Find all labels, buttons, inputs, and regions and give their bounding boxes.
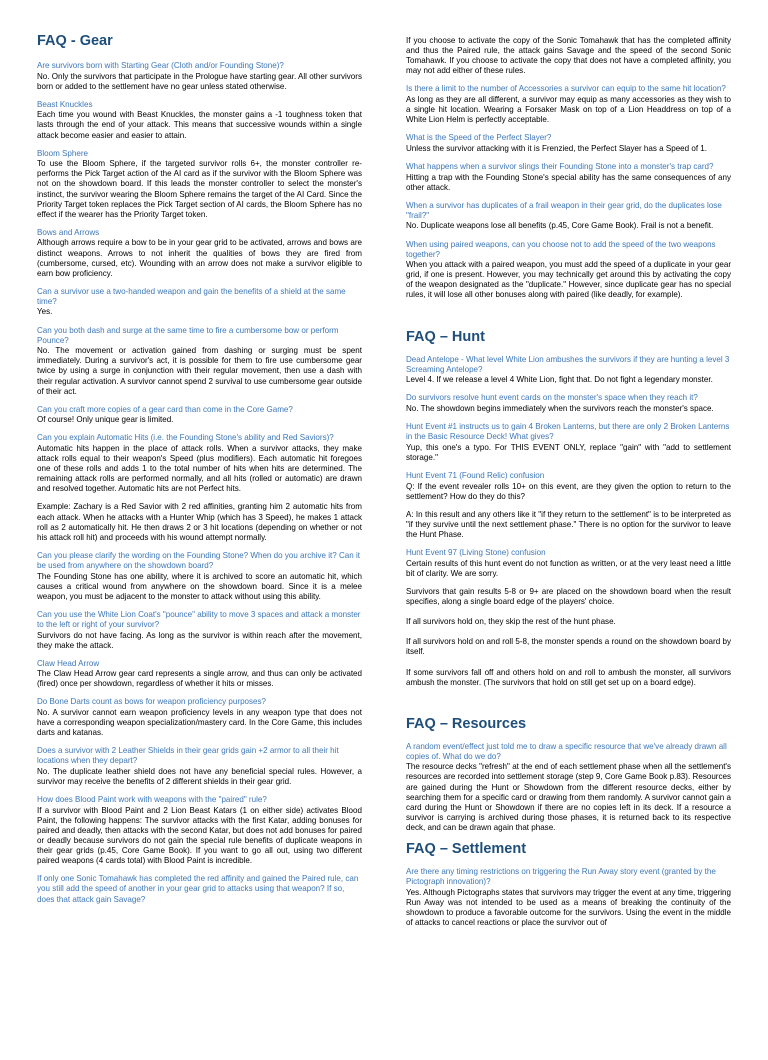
faq-answer: If a survivor with Blood Paint and 2 Lion Beast Katars (1 on either side) activates Blood Paint, the following happens: The survivor attacks with the first Katar, adding bonuses for paired and deadly, then attacks with the second Katar, but does not add bonuses for paired or deadly because survivors do not gain the special rule benefits of duplicate weapons in their gear grids (p.45, Core Game Book). If you want to go all out, using two different paired weapons (4 cards total) with Blood Paint is incredible. — [37, 805, 362, 866]
faq-question: How does Blood Paint work with weapons with the "paired" rule? — [37, 795, 267, 805]
faq-question: Bows and Arrows — [37, 227, 100, 237]
gear-faq-list — [37, 61, 362, 905]
faq-answer: Yup, this one's a typo. For THIS EVENT ONLY, replace "gain" with "add to settlement storage." — [406, 442, 731, 462]
faq-question: Claw Head Arrow — [37, 658, 100, 668]
faq-question: Hunt Event #1 instructs us to gain 4 Broken Lanterns, but there are only 2 Broken Lanterns in the Basic Resource Deck! What gives? — [406, 422, 730, 442]
faq-answer: Yes. Although Pictographs states that survivors may trigger the event at any time, triggering Run Away was not intended to be used as a means of breaking the continuity of the showdown to produce a favorable outcome for the survivors. Using the event in the middle of attacks to cancel reactions or place the survivor out of — [406, 887, 731, 927]
faq-answer: Yes. — [37, 307, 53, 317]
faq-answer: Each time you wound with Beast Knuckles, the monster gains a -1 toughness token that lasts through the end of your attack. This means that successive wounds within a single attack become easier and easier to attain. — [37, 110, 362, 140]
faq-answer: Certain results of this hunt event do not function as written, or at the very least need a little bit of clarity. We are sorry. — [406, 558, 731, 578]
faq-answer: When you attack with a paired weapon, you must add the speed of a duplicate in your gear grid, if one is present. However, you may technically get around this by activating the copy of the weapon designated as the "duplicate." However, since duplicate gear has no special rules, it will lose all other bonuses along with paired (like deadly, for example). — [406, 260, 731, 300]
faq-question: What happens when a survivor slings their Founding Stone into a monster's trap card? — [406, 161, 714, 171]
faq-answer: Hitting a trap with the Founding Stone's special ability has the same consequences of any other attack. — [406, 172, 731, 192]
faq-question: What is the Speed of the Perfect Slayer? — [406, 133, 552, 143]
section-title-gear: FAQ - Gear — [37, 33, 113, 49]
faq-question: Is there a limit to the number of Accessories a survivor can equip to the same hit location? — [406, 84, 726, 94]
gear-faq-list-continued — [406, 84, 731, 300]
faq-question: A random event/effect just told me to draw a specific resource that we've already drawn all copies of. What do we do? — [406, 741, 727, 761]
faq-answer: The Claw Head Arrow gear card represents a single arrow, and thus can only be activated (fired) once per showdown, regardless of whether it hits or misses. — [37, 669, 362, 689]
section-title-hunt: FAQ – Hunt — [406, 328, 485, 345]
faq-question: Dead Antelope - What level White Lion ambushes the survivors if they are hunting a level 3 Screaming Antelope? — [406, 354, 730, 374]
faq-answer: Q: If the event revealer rolls 10+ on this event, are they given the option to return to the settlement? How do they do this? — [406, 481, 731, 501]
hunt-faq-list — [406, 355, 731, 688]
faq-answer: No. The duplicate leather shield does not have any beneficial special rules. However, a survivor may receive the benefits of 2 different shields in their gear grid. — [37, 767, 362, 787]
faq-answer: The Founding Stone has one ability, where it is archived to score an automatic hit, which causes a critical wound from anywhere on the showdown board. Since it is a melee weapon, you must be adjacent to the monster to attack without using this ability. — [37, 571, 362, 601]
resources-faq-list — [406, 742, 731, 833]
faq-question: Are there any timing restrictions on triggering the Run Away story event (granted by the Pictograph innovation)? — [406, 867, 716, 887]
faq-question: When using paired weapons, can you choose not to add the speed of the two weapons together? — [406, 239, 716, 259]
faq-answer: No. The movement or activation gained from dashing or surging must be spent immediately. During a survivor's act, it is possible for them to fire use cumbersome gear twice by using a surge in conjunction with their regular movement, then use a dash with their regular activation. A survivor cannot spend 2 survival to use cumbersome gear outside of their act. — [37, 346, 362, 396]
faq-answer: No. Only the survivors that participate in the Prologue have starting gear. All other survivors born or added to the settlement have no gear unless stated otherwise. — [37, 71, 362, 91]
faq-answer-continued: A: In this result and any others like it "if they return to the settlement" is to be interpreted as "if they survive until the next settlement phase." There is no option for the survivor to leave the Hunt Phase. — [406, 509, 731, 539]
faq-answer: Example: Zachary is a Red Savior with 2 red affinities, granting him 2 automatic hits from each attack. When he attacks with a Hunter Whip (which has 3 Speed), he makes 1 attack roll as 2 automatically hit. He then draws 2 or 3 hit locations (depending on whether or not his attack roll hit) and proceeds with his wound attempt normally. — [37, 502, 362, 542]
faq-answer: No. Duplicate weapons lose all benefits (p.45, Core Game Book). Frail is not a benefit. — [406, 221, 714, 231]
faq-answer: No. The showdown begins immediately when the survivors reach the monster's space. — [406, 403, 714, 413]
faq-answer: Unless the survivor attacking with it is Frenzied, the Perfect Slayer has a Speed of 1. — [406, 143, 708, 153]
faq-answer: The resource decks "refresh" at the end of each settlement phase when all the settlement's resources are recorded into settlement storage (step 9, Core Game Book p.83). Resources are gained during the Hunt or Showdown from the different resource decks, either by searching them for a specific card or drawing from them randomly. A survivor cannot gain a card during the Hunt or Showdown if there are no copies left in its deck. If a resource a survivor is carrying is archived during those phases, it is returned back to its respective deck, and can be drawn again that phase. — [406, 762, 731, 832]
faq-question: Can you both dash and surge at the same time to fire a cumbersome bow or perform Pounce? — [37, 325, 339, 345]
faq-answer: Automatic hits happen in the place of attack rolls. When a survivor attacks, they make attack rolls equal to their weapon's Speed (plus modifiers). Each automatic hit foregoes one of these rolls and adds 1 to the total number of hits when hits are determined. The remaining attack rolls are performed normally, and all hits (rolled or automatic) are drawn and resolved together. Automatic hits are not Perfect hits. — [37, 444, 362, 494]
faq-question: Hunt Event 97 (Living Stone) confusion — [406, 547, 546, 557]
faq-answer: To use the Bloom Sphere, if the targeted survivor rolls 6+, the monster controller re-performs the Pick Target action of the AI card as if the survivor with the Bloom Sphere was not on the showdown board. If this leads the monster controller to select the monster's instinct, the survivor wearing the Bloom Sphere remains the target of the AI Card. Since the Priority Target token replaces the Pick Target section of AI cards, the Bloom Sphere has no effect if the wearer has the Priority Target token. — [37, 159, 362, 219]
faq-answer: Of course! Only unique gear is limited. — [37, 415, 174, 425]
section-title-settlement: FAQ – Settlement — [406, 841, 527, 858]
settlement-faq-list — [406, 867, 731, 928]
faq-question: Can you craft more copies of a gear card than come in the Core Game? — [37, 404, 293, 414]
faq-question: Are survivors born with Starting Gear (Cloth and/or Founding Stone)? — [37, 61, 284, 70]
faq-question: Can you explain Automatic Hits (i.e. the Founding Stone's ability and Red Saviors)? — [37, 433, 334, 443]
faq-answer: Survivors do not have facing. As long as the survivor is within reach after the movement, they make the attack. — [37, 630, 362, 650]
faq-answer: As long as they are all different, a survivor may equip as many accessories as they wish to a single hit location. Wearing a Forsaker Mask on top of a Lion Headdress on top of a White Lion Helm is perfectly acceptable. — [406, 94, 731, 125]
faq-question: Do Bone Darts count as bows for weapon proficiency purposes? — [37, 697, 267, 707]
faq-question: Beast Knuckles — [37, 99, 93, 109]
faq-question: Does a survivor with 2 Leather Shields in their gear grids gain +2 armor to all their hit locations when they depart? — [37, 746, 339, 766]
continued-answer: If you choose to activate the copy of the Sonic Tomahawk that has the completed affinity and thus the Paired rule, the attack gains Savage and the speed of the second Sonic Tomahawk. If you choose to activate the copy that does not have a completed affinity, you may not add either of these rules. — [406, 36, 731, 76]
faq-answer: No. A survivor cannot earn weapon proficiency levels in any weapon type that does not have a corresponding weapon specialization/mastery card. In the Core Game, this includes darts and katanas. — [37, 708, 362, 738]
faq-question: Can a survivor use a two-handed weapon and gain the benefits of a shield at the same time? — [37, 286, 346, 306]
faq-question: Do survivors resolve hunt event cards on the monster's space when they reach it? — [406, 393, 698, 403]
faq-question: Hunt Event 71 (Found Relic) confusion — [406, 470, 545, 480]
faq-question: When a survivor has duplicates of a frail weapon in their gear grid, do the duplicates lose "frail?" — [406, 200, 722, 220]
faq-answer: Although arrows require a bow to be in your gear grid to be activated, arrows and bows are distinct weapons. Arrows to not inherit the qualities of bows they are fired from (cumbersome, cursed, etc). Wounding with an arrow does not make a survivor eligible to earn bow proficiency. — [37, 238, 362, 278]
faq-answer: Level 4. If we release a level 4 White Lion, fight that. Do not fight a legendary monster. — [406, 375, 713, 385]
faq-answer-continued: Survivors that gain results 5-8 or 9+ are placed on the showdown board when the result specifies, along a single board edge of the players' choice. If all survivors hold on, they skip the rest of the hunt phase. If all survivors hold on and roll 5-8, the monster spends a round on the showdown board by itself. If some survivors fall off and others hold on and roll to ambush the monster, all survivors ambush the monster. (The survivors that hold on still get set up on a board edge). — [406, 586, 731, 687]
faq-question: Can you use the White Lion Coat's "pounce" ability to move 3 spaces and attack a monster to the left or right of your survivor? — [37, 609, 361, 629]
left-column — [37, 0, 362, 1057]
faq-question: Bloom Sphere — [37, 148, 88, 158]
faq-question: Can you please clarify the wording on the Founding Stone? When do you archive it? Can it be used from anywhere on the showdown board? — [37, 550, 360, 570]
right-column — [406, 0, 731, 1060]
section-title-resources: FAQ – Resources — [406, 715, 527, 732]
faq-question: If only one Sonic Tomahawk has completed the red affinity and gained the Paired rule, can you still add the speed of another in your gear grid to attacks using that weapon? If so, does that attack gain Savage? — [37, 874, 359, 904]
